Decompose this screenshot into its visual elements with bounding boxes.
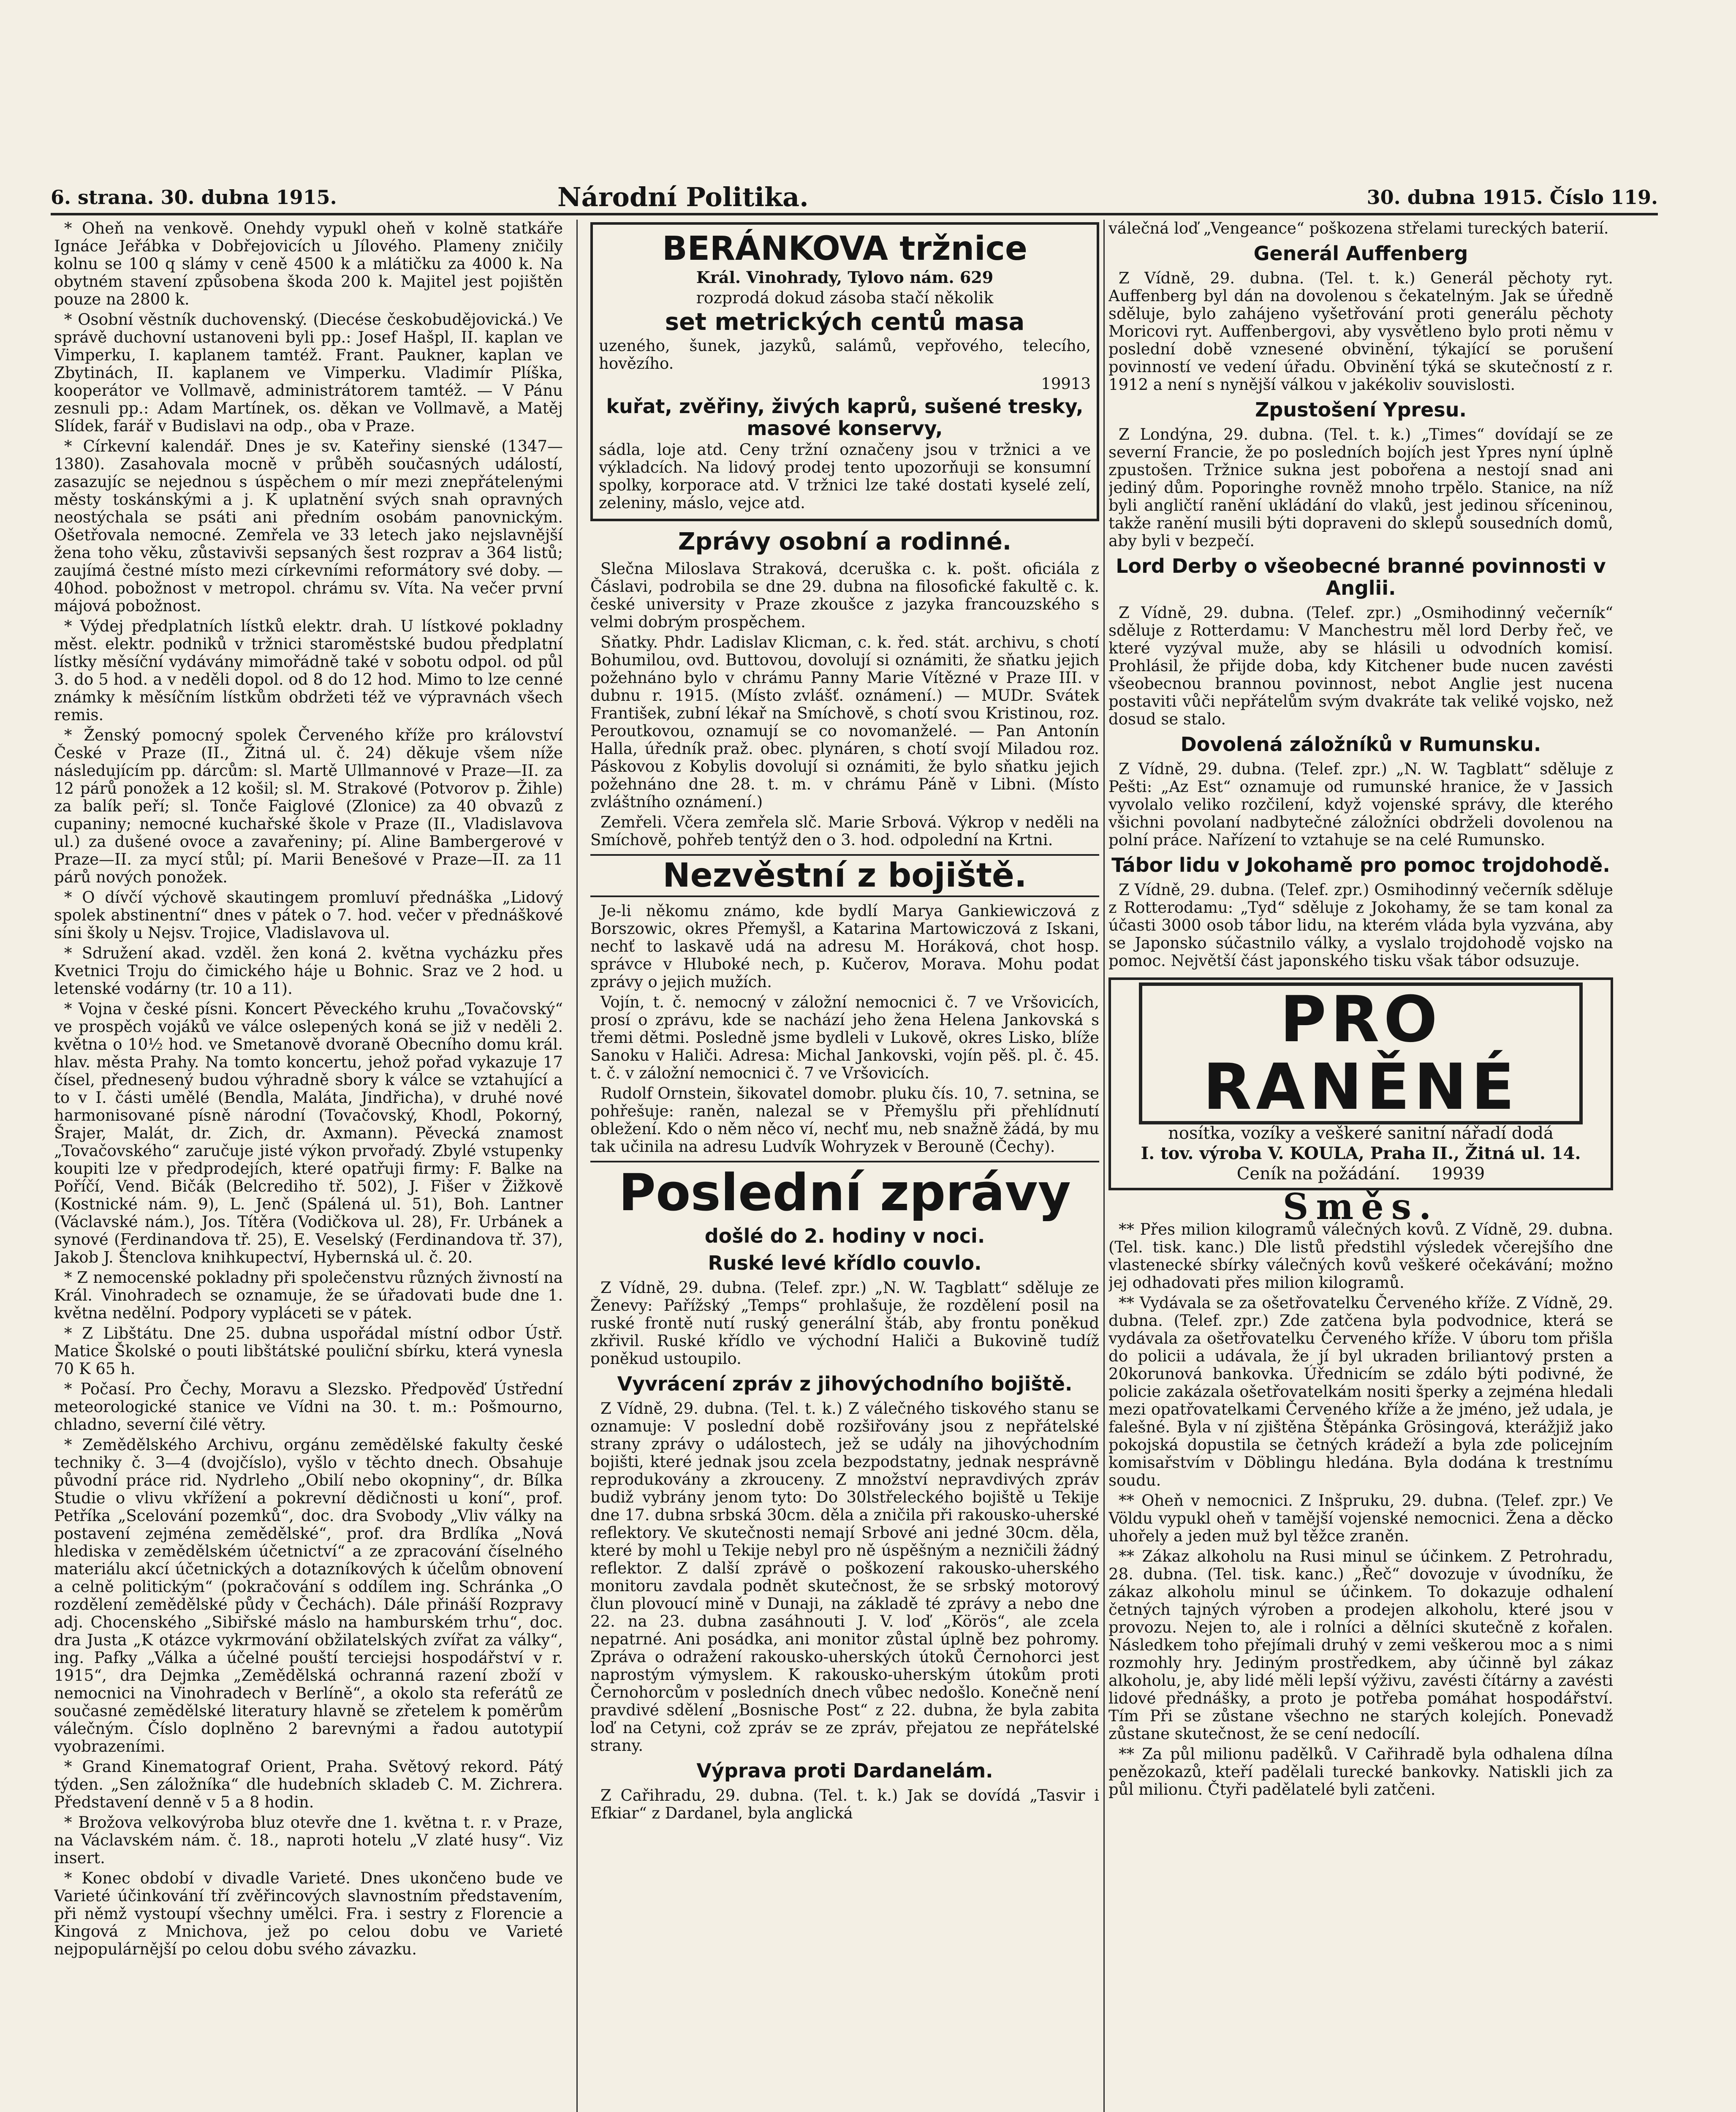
page-header	[51, 182, 1658, 212]
ad-code: 19913	[1041, 375, 1091, 393]
article-paragraph: * Osobní věstník duchovenský. (Diecése českobudějovická.) Ve správě duchovní ustanoveni byli pp.: Josef Hašpl, II. kaplan ve Vimperku, I. kaplanem tamtéž. Frant. Paukner, kaplan ve Zbytinách, II. kaplanem ve Vimperku. Vladimír Plíška, kooperátor ve Vollmavě, administrátorem tamtéž. — V Pánu zesnuli pp.: Adam Martínek, os. děkan ve Vollmavě, a Matěj Slídek, farář v Budislavi na odp., oba v Praze.	[54, 310, 563, 435]
article-paragraph: Vojín, t. č. nemocný v záložní nemocnici č. 7 ve Vršovicích, prosí o zprávu, kde se nachází jeho žena Helena Jankovská s třemi dětmi. Posledně jsme bydleli v Lukově, okres Lisko, blíže Sanoku v Haliči. Adresa: Michal Jankovski, vojín pěš. pl. č. 45. t. č. v záložní nemocnici č. 7 ve Vršovicích.	[590, 993, 1099, 1082]
tabor-body	[1108, 881, 1613, 970]
article-paragraph: * Konec období v divadle Varieté. Dnes ukončeno bude ve Varieté účinkování tří zvěřincových slavnostním představením, při němž vystoupí všechny umělci. Fra. i sestry z Florencie a Kingová z Mnichova, jež po celou dobu ve Varieté nejpopulárnější po celou dobu svého závazku.	[54, 1869, 563, 1958]
article-heading: Vyvrácení zpráv z jihovýchodního bojiště.	[617, 1372, 1073, 1395]
article-heading: Výprava proti Dardanelám.	[696, 1759, 993, 1782]
article-paragraph: Rudolf Ornstein, šikovatel domobr. pluku čís. 10, 7. setnina, se pohřešuje: raněn, nalezal se v Přemyšlu při přehlídnutí obležení. Kdo o něm něco ví, nechť mu, neb snažně žádá, by mu tak učinila na adresu Ludvík Wohryzek v Berouně (Čechy).	[590, 1084, 1099, 1156]
ad-line: uzeného, šunek, jazyků, salámů, vepřového, telecího, hovězího.	[599, 337, 1091, 373]
column-2	[590, 220, 1099, 2112]
article-paragraph: ** Za půl milionu padělků. V Cařihradě byla odhalena dílna penězokazů, kteří padělali turecké bankovky. Natiskli jich za půl milionu. Čtyři padělatelé byli zatčeni.	[1108, 1745, 1613, 1799]
article-paragraph: * Z nemocenské pokladny při společenstvu různých živností na Král. Vinohradech se oznamuje, že se úřadovati bude dne 1. května nedělní. Podpory vypláceti se v pátek.	[54, 1268, 563, 1322]
header-left: 6. strana. 30. dubna 1915.	[51, 186, 337, 209]
masthead-title: Národní Politika.	[557, 182, 809, 212]
section-subheading: došlé do 2. hodiny v noci.	[704, 1225, 985, 1247]
article-paragraph: ** Oheň v nemocnici. Z Inšpruku, 29. dubna. (Telef. zpr.) Ve Völdu vypukl oheň v tamější vojenské nemocnici. Žena a děcko uhořely a jeden muž byl těžce zraněn.	[1108, 1491, 1613, 1545]
ad-line: sádla, loje atd. Ceny tržní označeny jsou v tržnici a ve výkladcích. Na lidový prodej tento upozorňuji se konsumní spolky, korporace atd. V tržnici lze také dostati kyselé zelí, zeleniny, máslo, vejce atd.	[599, 441, 1091, 512]
ad-line: nosítka, vozíky a veškeré sanitní nářadí dodá	[1168, 1124, 1554, 1143]
section-heading: Zprávy osobní a rodinné.	[678, 528, 1012, 555]
ad-line: Ceník na požádání.	[1236, 1164, 1401, 1184]
article-paragraph: * Brožova velkovýroba bluz otevře dne 1. května t. r. v Praze, na Václavském nám. č. 18., naproti hotelu „V zlaté husy“. Viz insert.	[54, 1813, 563, 1867]
article-paragraph: válečná loď „Vengeance“ poškozena střelami tureckých baterií.	[1108, 220, 1609, 237]
header-rule	[51, 213, 1658, 215]
section-heading: Poslední zprávy	[590, 1161, 1099, 1220]
article-paragraph: Z Vídně, 29. dubna. (Telef. zpr.) „N. W. Tagblatt“ sděluje z Pešti: „Az Est“ oznamuje od rumunské hranice, že v Jassich vyvolalo veliko rozčilení, když vojenské správy, dle kterého všichni povolaní nadbytečné záložníci obdrželi dovolenou na polní práce. Nařízení to vztahuje se na celé Rumunsko.	[1108, 760, 1613, 849]
derby-body	[1108, 604, 1613, 728]
zpravy-body	[590, 560, 1099, 849]
dovolena-body	[1108, 760, 1613, 849]
ad-title: BERÁNKOVA tržnice	[662, 230, 1027, 268]
article-paragraph: ** Přes milion kilogramů válečných kovů. Z Vídně, 29. dubna. (Tel. tisk. kanc.) Dle listů předstihl výsledek včerejšího dne vlastenecké sbírky válečných kovů veškeré očekávání; možno jej odhadovati přes milion kilogramů.	[1108, 1220, 1613, 1292]
article-paragraph: * Ženský pomocný spolek Červeného kříže pro království České v Praze (II., Žitná ul. č. 24) děkuje všem níže následujícím pp. dárcům: sl. Martě Ullmannové v Praze—II. za 12 párů ponožek a 12 košil; sl. M. Strakové (Potvorov p. Žihle) za balík peří; sl. Tonče Faiglové (Zlonice) za 40 obvazů z cupaniny; nemocné kuchařské škole v Praze (II., Vladislavova ul.) za dušené ovoce a zavařeniny; pí. Aline Bambergerové v Praze—II. za mycí stůl; pí. Marii Benešové v Praze—II. za 11 párů nových ponožek.	[54, 726, 563, 886]
article-paragraph: Zemřeli. Včera zemřela slč. Marie Srbová. Výkrop v neděli na Smíchově, pohřeb tentýž den o 3. hod. odpolední na Krtni.	[590, 813, 1099, 849]
article-paragraph: * Sdružení akad. vzděl. žen koná 2. května vycházku přes Kvetnici Troju do čimického háje u Bohnic. Sraz ve 2 hod. u letenské vodárny (tr. 10 a 11).	[54, 944, 563, 998]
article-paragraph: * Církevní kalendář. Dnes je sv. Kateřiny sienské (1347—1380). Zasahovala mocně v průběh současných událostí, zasazujíc se nejednou s úspěchem o mír mezi znepřátelenými městy toskánskými a j. K uplatnění svých snah opravných neostýchala se psáti ani předním osobám panovnickým. Ošetřovala nemocné. Zemřela ve 33 letech jako nejslavnější žena toho věku, zůstavivši sepsaných šest rozprav a 364 listů; zaujímá čestné místo mezi církevními reformátory své doby. — 40hod. pobožnost v metropol. chrámu sv. Víta. Na večer první májová pobožnost.	[54, 437, 563, 615]
article-paragraph: Sňatky. Phdr. Ladislav Klicman, c. k. řed. stát. archivu, s chotí Bohumilou, ovd. Buttovou, dovolují si oznámiti, že sňatku jejich požehnáno bylo v chrámu Panny Marie Vítězné v Praze III. v dubnu r. 1915. (Místo zvlášť. oznámení.) — MUDr. Svátek František, zubní lékař na Smíchově, s chotí svou Kristinou, roz. Peroutkovou, oznamují se co novomanželé. — Pan Antonín Halla, úředník praž. obec. plynáren, s chotí svojí Miladou roz. Páskovou z Kobylis dovolují si oznámiti, že bylo sňatku jejich požehnáno dne 28. t. m. v chrámu Páně v Libni. (Místo zvláštního oznámení.)	[590, 633, 1099, 811]
article-heading: Ruské levé křídlo couvlo.	[708, 1252, 982, 1274]
article-paragraph: Z Vídně, 29. dubna. (Tel. t. k.) Z válečného tiskového stanu se oznamuje: V poslední době rozšiřovány jsou z nepřátelské strany zprávy o událostech, jež se udály na jihovýchodním bojišti, které jednak jsou zcela bezpodstatny, jednak nesprávně reprodukovány a zkrouceny. Z množství nepravdivých zpráv budiž vybrány jenom tyto: Do 30lstřeleckého bojiště u Tekije dne 17. dubna srbská 30cm. děla a zničila při rakousko-uherské reflektory. Ve skutečnosti nemají Srbové ani jedné 30cm. děla, které by mohl u Tekije nebyl pro ně úspěšným a nezničili žádný reflektor. Z další zprávě o poškození rakousko-uherského monitoru zavdala podnět skutečnost, že se srbský motorový člun plovoucí mině v Dunaji, na základě té zprávy a nebo dne 22. na 23. dubna zasáhnouti J. V. loď „Körös“, ale zcela nepatrné. Ani posádka, ani monitor zůstal úplně bez pohromy. Zpráva o odražení rakousko-uherských útoků Černohorci jest naprostým výmyslem. K rakousko-uherským útokům proti Černohorcům v posledních dnech vůbec nedošlo. Konečně není pravdivé sdělení „Bosnische Post“ z 22. dubna, že byla zabita loď na Cetyni, což zpráv se ze zpráv, přejatou ze nepřátelské strany.	[590, 1399, 1099, 1755]
article-paragraph: Z Vídně, 29. dubna. (Telef. zpr.) Osmihodinný večerník sděluje z Rotterodamu: „Tyd“ sděluje z Jokohamy, že se tam konal za účasti 3000 osob tábor lidu, na kterém vláda byla vyzvána, aby se Japonsko súčastnilo války, a vyslalo trojdohodě vojsko na pomoc. Největší část japonského tisku však tábor odsuzuje.	[1108, 881, 1613, 970]
pro-ranene-ad	[1108, 977, 1613, 1190]
ad-address: Král. Vinohrady, Tylovo nám. 629	[696, 268, 994, 287]
ad-headline: set metrických centů masa	[665, 308, 1025, 336]
article-paragraph: ** Vydávala se za ošetřovatelku Červeného kříže. Z Vídně, 29. dubna. (Telef. zpr.) Zde zatčena byla podvodnice, která se vydávala za ošetřovatelku Červeného kříže. V úboru tom přišla do policii a udávala, že jí byl ukraden briliantový prsten a 20korunová bankovka. Úřednicím se zdálo býti podivné, že policie zakázala ošetřovatelkám nositi šperky a zejména hledali mezi opatřovatelkami Červeného kříže a že jméno, jež udala, je falešné. Byla v ní zjištěna Štěpánka Grösingová, kterážjiž jako pokojská dopustila se četných krádeží a byla zde policejním komisařstvím v Döblingu hledána. Byla dodána k trestnímu soudu.	[1108, 1294, 1613, 1489]
nezvestni-body	[590, 902, 1099, 1156]
article-paragraph: ** Zákaz alkoholu na Rusi minul se účinkem. Z Petrohradu, 28. dubna. (Tel. tisk. kanc.) „Řeč“ dovozuje v úvodníku, že zákaz alkoholu minul se účinkem. To dokazuje odhalení četných tajných výroben a prodejen alkoholu, které jsou v provozu. Nejen to, ale i rolníci a dělníci skutečně z kořalen. Následkem toho přejímali druhý v zemi veškerou moc a s nimi rozmohly hry. Jediným prostředkem, aby účinně byl zákaz alkoholu, je, aby lidé měli lepší výživu, zavésti čítárny a zavésti lidové přednášky, a proto je potřeba pomáhat hospodářství. Tím Při se zůstane všechno ne starých kolejích. Ponevadž zůstane skutečnost, že se cení nedocílí.	[1108, 1547, 1613, 1743]
article-heading: Dovolená záložníků v Rumunsku.	[1180, 733, 1541, 756]
article-paragraph: Je-li někomu známo, kde bydlí Marya Gankiewiczová z Borszowic, okres Přemyšl, a Katarina Martowiczová z Iskani, nechť to laskavě udá na adresu M. Horáková, chot hosp. správce v Hluboké nech, p. Kučerov, Morava. Mohu podat zprávy o jejich mužích.	[590, 902, 1099, 991]
ypres-body	[1108, 426, 1613, 550]
section-heading: Nezvěstní z bojiště.	[590, 854, 1099, 897]
article-paragraph: Slečna Miloslava Straková, dceruška c. k. pošt. oficiála z Čáslavi, podrobila se dne 29. dubna na filosofické fakultě c. k. české university v Praze zkoušce z jazyka francouzského s velmi dobrým prospěchem.	[590, 560, 1099, 631]
column-1	[54, 220, 563, 2112]
ad-line: I. tov. výroba V. KOULA, Praha II., Žitná ul. 14.	[1141, 1143, 1581, 1163]
article-paragraph: Z Vídně, 29. dubna. (Tel. t. k.) Generál pěchoty ryt. Auffenberg byl dán na dovolenou s čekatelným. Jak se úředně sděluje, bylo zahájeno vyšetřování proti generálu pěchoty Moricovi ryt. Auffenbergovi, aby vysvětleno bylo proti němu v poslední době vznesené obvinění, týkající se porušení povinností ve vedení úřadu. Obvinění týká se skutečností z r. 1912 a není s nynější válkou v jakékoliv souvislosti.	[1108, 269, 1613, 394]
header-right: 30. dubna 1915. Číslo 119.	[1367, 186, 1658, 209]
article-paragraph: * Oheň na venkově. Onehdy vypukl oheň v kolně statkáře Ignáce Jeřábka v Dobřejovicích u Jílového. Plameny zničily kolnu se 100 q slámy v ceně 4500 k a mlátičku za 4000 k. Na obytném stavení způsobena škoda 200 k. Majitel jest pojištěn pouze na 2800 k.	[54, 220, 563, 308]
section-heading: Směs.	[1282, 1186, 1439, 1227]
article-paragraph: * Vojna v české písni. Koncert Pěveckého kruhu „Tovačovský“ ve prospěch vojáků ve válce oslepených koná se již v neděli 2. května o 10½ hod. ve Smetanově dvoraně Obecního domu král. hlav. města Prahy. Na tomto koncertu, jehož pořad vykazuje 17 čísel, přednesený budou výhradně sbory k válce se vztahující a to v I. části umělé (Bendla, Malátа, Jindřicha), v druhé nové harmonisované písně národní (Tovačovský, Khodl, Pokorný, Šrajer, Malát, dr. Zich, dr. Axmann). Pěvecká znamost „Tovačovského“ zaručuje jisté výkon prvořadý. Zbylé vstupenky koupiti lze v předprodejích, které opatřuji firmy: F. Balke na Poříčí, Vend. Bičák (Belcrediho tř. 502), J. Fišer v Žižkově (Kostnické nám. 9), L. Jenč (Spálená ul. 51), Boh. Lantner (Václavské nám.), Jos. Títěra (Vodičkova ul. 28), Fr. Urbánek a synové (Ferdinandova tř. 25), E. Veselský (Ferdinandova tř. 37), Jakob J. Štenclova knihkupectví, Hybernská ul. č. 20.	[54, 1000, 563, 1266]
ruske-body	[590, 1279, 1099, 1368]
article-paragraph: * Grand Kinematograf Orient, Praha. Světový rekord. Pátý týden. „Sen záložníka“ dle hudebních skladeb C. M. Zichrera. Představení denně v 5 a 8 hodin.	[54, 1758, 563, 1811]
article-heading: Zpustošení Ypresu.	[1255, 398, 1467, 421]
column-3	[1108, 220, 1613, 2112]
vyvraceni-body	[590, 1400, 1099, 1755]
ad-headline: kuřat, zvěřiny, živých kaprů, sušené tresky, masové konservy,	[606, 395, 1084, 440]
article-paragraph: Z Vídně, 29. dubna. (Telef. zpr.) „N. W. Tagblatt“ sděluje ze Ženevy: Pařížský „Temps“ prohlašuje, že rozdělení posil na ruské frontě nutí ruský generální štáb, aby frontu poněkud zkřivil. Ruské křídlo ve východní Haliči a Bukovině tudíž poněkud ustoupilo.	[590, 1279, 1099, 1368]
column-divider	[576, 220, 578, 2112]
article-heading: Lord Derby o všeobecné branné povinnosti v Anglii.	[1116, 555, 1606, 599]
article-paragraph: * Výdej předplatních lístků elektr. drah. U lístkové pokladny měst. elektr. podniků v tržnici staroměstské budou předplatní lístky měsíční vydávány mimořádně také v sobotu odpol. od půl 3. do 5 hod. a v neděli dopol. od 8 do 12 hod. Mimo to lze cenné známky k měsíčním lístkům obdržeti též ve výpravnách všech remis.	[54, 617, 563, 724]
beranek-ad	[590, 222, 1099, 521]
article-heading: Tábor lidu v Jokohamě pro pomoc trojdohodě.	[1111, 854, 1610, 876]
column-divider	[1103, 220, 1105, 2112]
auffenberg-body	[1108, 269, 1613, 394]
ad-line: rozprodá dokud zásoba stačí několik	[696, 288, 994, 307]
article-paragraph: * Počasí. Pro Čechy, Moravu a Slezsko. Předpověď Ústřední meteorologické stanice ve Vídni na 30. t. m.: Pošmourno, chladno, severní čilé větry.	[54, 1380, 563, 1434]
article-paragraph: Z Cařihradu, 29. dubna. (Tel. t. k.) Jak se dovídá „Tasvir i Efkiar“ z Dardanel, byla anglická	[590, 1786, 1099, 1822]
smes-body	[1108, 1221, 1613, 1799]
article-paragraph: Z Vídně, 29. dubna. (Telef. zpr.) „Osmihodinný večerník“ sděluje z Rotterdamu: V Manchestru měl lord Derby řeč, ve které vyzýval muže, aby se hlásili u odvodních komisí. Prohlásil, že přijde doba, kdy Kitchener bude nucen zavésti všeobecnou brannou povinnost, nebot Anglie jest nucena postaviti vůči nepřátelům svým dvakráte tak veliké vojsko, než dosud se stalo.	[1108, 604, 1613, 728]
ad-title: PRO RANĚNÉ	[1139, 983, 1583, 1124]
article-paragraph: * Z Libštátu. Dne 25. dubna uspořádal místní odbor Ústř. Matice Školské o pouti libštátské pouliční sbírku, která vynesla 70 K 65 h.	[54, 1324, 563, 1378]
article-paragraph: Z Londýna, 29. dubna. (Tel. t. k.) „Times“ dovídají se ze severní Francie, že po posledních bojích jest Ypres nyní úplně zpustošen. Tržnice sukna jest pobořena a nestojí snad ani jediný dům. Poporinghe rovněž mnoho trpělo. Stanice, na níž byli angličtí ranění ukládání do vlaků, jest jedinou sříceninou, takže ranění musili býti dopraveni do sklepů sousedních domů, aby byli v bezpečí.	[1108, 425, 1613, 550]
article-paragraph: * O dívčí výchově skautingem promluví přednáška „Lidový spolek abstinentní“ dnes v pátek o 7. hod. večer v přednáškové síni školy u Nejsv. Trojice, Vladislavova ul.	[54, 888, 563, 942]
article-paragraph: * Zemědělského Archivu, orgánu zemědělské fakulty české techniky č. 3—4 (dvojčíslo), vyšlo v těchto dnech. Obsahuje původní práce rid. Nydrleho „Obilí nebo okopniny“, dr. Bílka Studie o vlivu vkřížení a pokrevní dědičnosti u koní“, prof. Petříka „Scelování pozemků“, doc. dra Svobody „Vliv války na postavení zejména zemědělské“, prof. dra Brdlíka „Nová hlediska v zemědělském účetnictví“ a ze zpracování číselného materiálu akcí účetnických a dotazníkových k účelům obnovení a celně politickým“ (pokračování s oddílem ing. Schránka „O rozdělení zemědělské půdy v Čechách). Dále přináší Rozpravy adj. Chocenského „Sibiřské máslo na hamburském trhu“, doc. dra Justa „K otázce vykrmování obžilatelských zvířat za války“, ing. Pafky „Válka a účelné pouští terciejsi hospodářství v r. 1915“, dra Dejmka „Zemědělská ochranná razení zboží v nemocnici na Vinohradech v Berlíně“, a okolo sta referátů ze současné zemědělské literatury hlavně se zřetelem k poměrům válečným. Číslo doplněno 2 barevnými a řadou autotypií vyobrazeními.	[54, 1436, 563, 1755]
ad-code: 19939	[1431, 1164, 1485, 1184]
dardanely-body	[590, 1787, 1099, 1822]
article-heading: Generál Auffenberg	[1253, 242, 1468, 265]
